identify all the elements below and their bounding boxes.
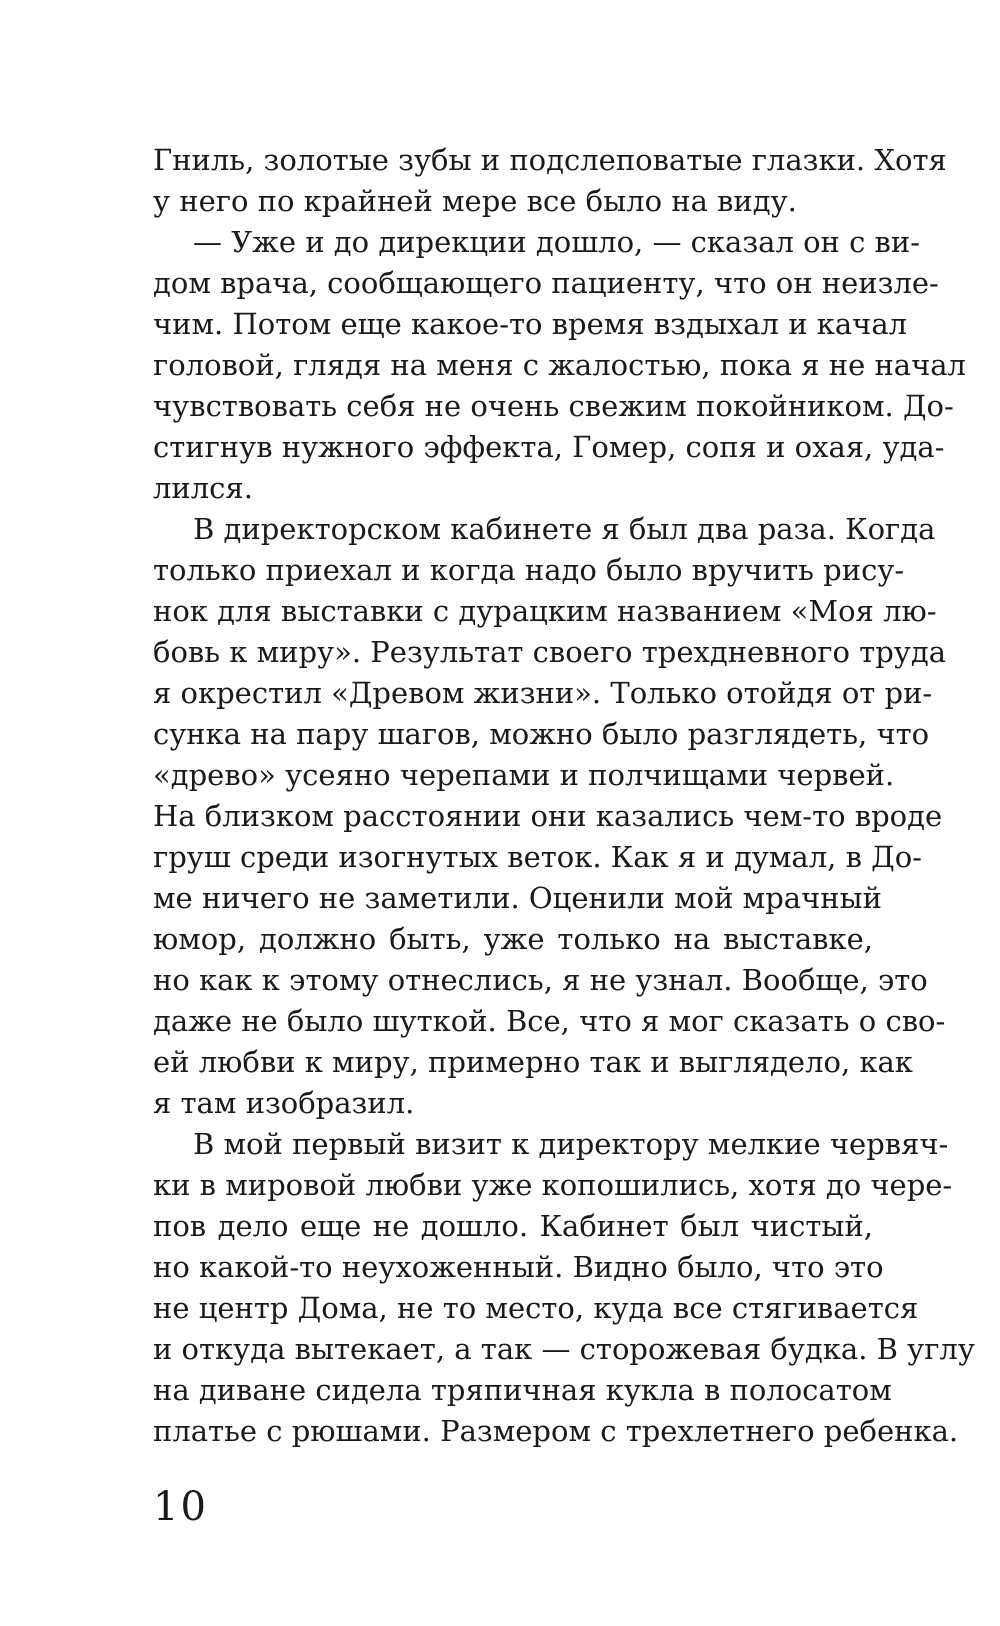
text-line: но какой-то неухоженный. Видно было, что это (153, 1250, 884, 1284)
text-line: даже не было шуткой. Все, что я мог сказать о сво- (153, 1004, 946, 1038)
text-line: ме ничего не заметили. Оценили мой мрачный (153, 881, 882, 915)
text-line: дом врача, сообщающего пациенту, что он неизле- (153, 266, 939, 300)
text-line: у него по крайней мере все было на виду. (153, 184, 797, 218)
text-line: я окрестил «Древом жизни». Только отойдя от ри- (153, 676, 933, 710)
text-line: и откуда вытекает, а так — сторожевая будка. В углу (153, 1332, 975, 1366)
text-line: бовь к миру». Результат своего трехдневного труда (153, 635, 946, 669)
page-number: 10 (153, 1484, 208, 1530)
text-line: но как к этому отнеслись, я не узнал. Вообще, это (153, 963, 928, 997)
text-line: пов дело еще не дошло. Кабинет был чистый, (153, 1209, 873, 1243)
text-line: лился. (153, 471, 253, 505)
text-line: — Уже и до дирекции дошло, — сказал он с ви- (193, 225, 921, 259)
text-line: стигнув нужного эффекта, Гомер, сопя и охая, уда- (153, 430, 945, 464)
text-line: чувствовать себя не очень свежим покойником. До- (153, 389, 954, 423)
text-line: сунка на пару шагов, можно было разглядеть, что (153, 717, 930, 751)
text-line: нок для выставки с дурацким названием «Моя лю- (153, 594, 937, 628)
text-line: я там изобразил. (153, 1086, 415, 1120)
text-line: только приехал и когда надо было вручить рису- (153, 553, 905, 587)
text-line: не центр Дома, не то место, куда все стягивается (153, 1291, 919, 1325)
text-line: на диване сидела тряпичная кукла в полосатом (153, 1373, 892, 1407)
text-line: В мой первый визит к директору мелкие червяч- (193, 1127, 949, 1161)
text-line: «древо» усеяно черепами и полчищами червей. (153, 758, 895, 792)
text-line: ки в мировой любви уже копошились, хотя до чере- (153, 1168, 953, 1202)
text-line: чим. Потом еще какое-то время вздыхал и качал (153, 307, 908, 341)
text-line: Гниль, золотые зубы и подслеповатые глазки. Хотя (153, 143, 947, 177)
text-line: головой, глядя на меня с жалостью, пока я не начал (153, 348, 966, 382)
text-line: На близком расстоянии они казались чем-то вроде (153, 799, 943, 833)
text-line: юмор, должно быть, уже только на выставке, (153, 922, 873, 956)
body-text (153, 140, 975, 1452)
text-line: ей любви к миру, примерно так и выглядело, как (153, 1045, 913, 1079)
text-line: В директорском кабинете я был два раза. Когда (193, 512, 936, 546)
text-line: платье с рюшами. Размером с трехлетнего ребенка. (153, 1414, 959, 1448)
text-line: груш среди изогнутых веток. Как я и думал, в До- (153, 840, 922, 874)
